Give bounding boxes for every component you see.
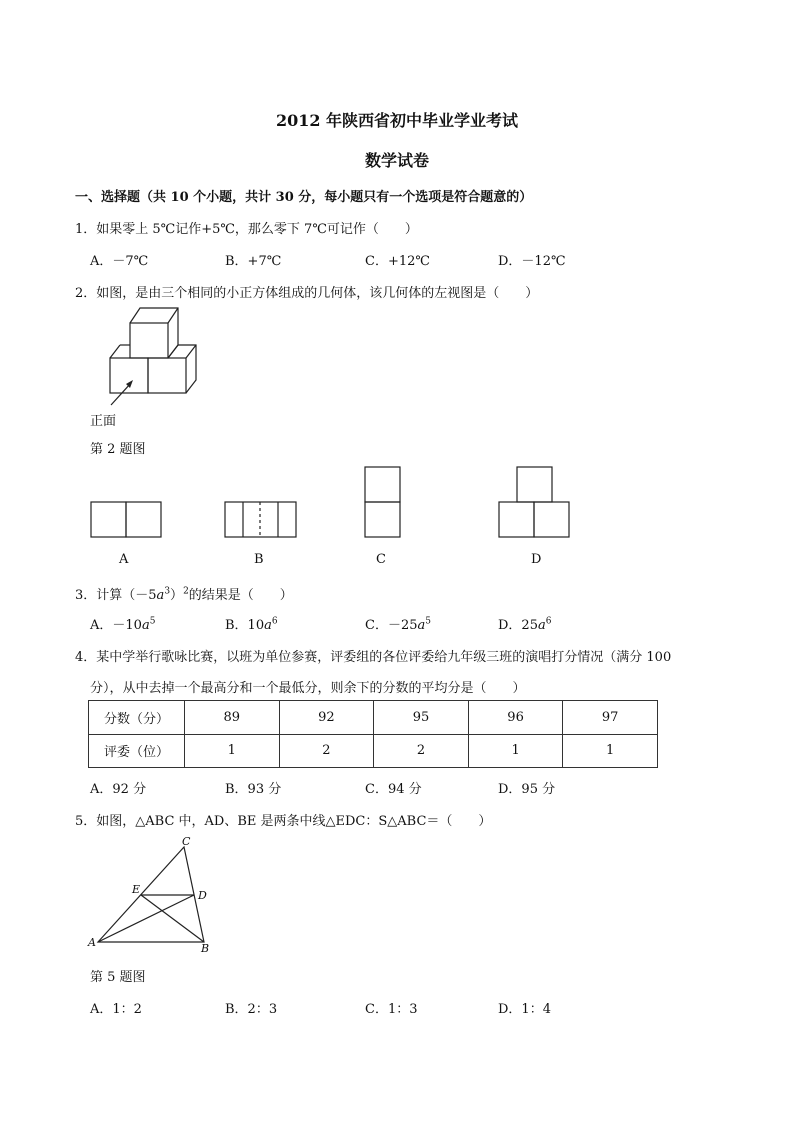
judge-cell: 2: [279, 734, 374, 768]
question-2-stem: 2．如图，是由三个相同的小正方体组成的几何体，该几何体的左视图是（ ）: [75, 286, 539, 301]
judge-cell: 1: [185, 734, 280, 768]
view-a-label: A: [119, 552, 129, 567]
section-heading: 一、选择题（共 10 个小题，共计 30 分，每小题只有一个选项是符合题意的）: [75, 190, 533, 205]
question-1-stem: 1．如果零上 5℃记作+5℃，那么零下 7℃可记作（ ）: [75, 222, 418, 237]
q5-option-a: A．1：2: [90, 1002, 142, 1017]
score-cell: 96: [468, 701, 563, 735]
q3-stem-suffix: 的结果是（ ）: [188, 588, 293, 603]
q2-caption: 第 2 题图: [90, 442, 146, 457]
vertex-d-label: D: [198, 889, 207, 902]
q3-stem-exp2: 2: [183, 586, 189, 597]
judge-cell: 2: [374, 734, 469, 768]
view-c-label: C: [376, 552, 386, 567]
score-cell: 95: [374, 701, 469, 735]
q4-option-b: B．93 分: [225, 782, 282, 797]
q5-option-b: B．2：3: [225, 1002, 278, 1017]
q3-option-a: A．$-10a^5$: [90, 616, 156, 633]
q3-stem-mid: ）: [170, 588, 184, 603]
q5-option-c: C．1：3: [365, 1002, 418, 1017]
vertex-a-label: A: [88, 936, 96, 949]
vertex-c-label: C: [182, 835, 191, 848]
q3-option-c: C．$-25a^5$: [365, 616, 431, 633]
question-4-stem-line2: 分），从中去掉一个最高分和一个最低分，则余下的分数的平均分是（ ）: [90, 681, 526, 696]
score-cell: 92: [279, 701, 374, 735]
row-header-scores: 分数（分）: [89, 701, 185, 735]
q3-stem-var: a: [156, 588, 165, 603]
row-header-judges: 评委（位）: [89, 734, 185, 768]
q4-option-d: D．95 分: [498, 782, 556, 797]
judge-cell: 1: [468, 734, 563, 768]
exam-title: 2012 年陕西省初中毕业学业考试: [275, 111, 519, 130]
view-b-label: B: [254, 552, 264, 567]
question-4-stem-line1: 4．某中学举行歌咏比赛，以班为单位参赛，评委组的各位评委给九年级三班的演唱打分情况（满分 100: [75, 650, 672, 665]
exam-subtitle: 数学试卷: [364, 151, 429, 170]
q3-option-d: D．$25a^6$: [498, 616, 552, 633]
vertex-e-label: E: [132, 883, 141, 896]
q1-option-c: C．+12℃: [365, 254, 430, 269]
q3-stem-prefix: 3．计算（－5: [75, 588, 157, 603]
q4-option-c: C．94 分: [365, 782, 422, 797]
q4-option-a: A．92 分: [90, 782, 147, 797]
q5-caption: 第 5 题图: [90, 970, 146, 985]
q1-option-b: B．+7℃: [225, 254, 282, 269]
q3-stem-exp: 3: [164, 586, 171, 597]
score-cell: 89: [185, 701, 280, 735]
score-cell: 97: [563, 701, 658, 735]
view-d-label: D: [531, 552, 542, 567]
q3-option-b: B．$10a^6$: [225, 616, 278, 633]
front-label: 正面: [90, 414, 117, 429]
vertex-b-label: B: [201, 942, 210, 955]
question-5-stem: 5．如图，△ABC 中，AD、BE 是两条中线△EDC：S△ABC＝（ ）: [75, 814, 492, 829]
q5-option-d: D．1：4: [498, 1002, 551, 1017]
judge-cell: 1: [563, 734, 658, 768]
q1-option-d: D．－12℃: [498, 254, 566, 269]
q1-option-a: A．－7℃: [90, 254, 149, 269]
